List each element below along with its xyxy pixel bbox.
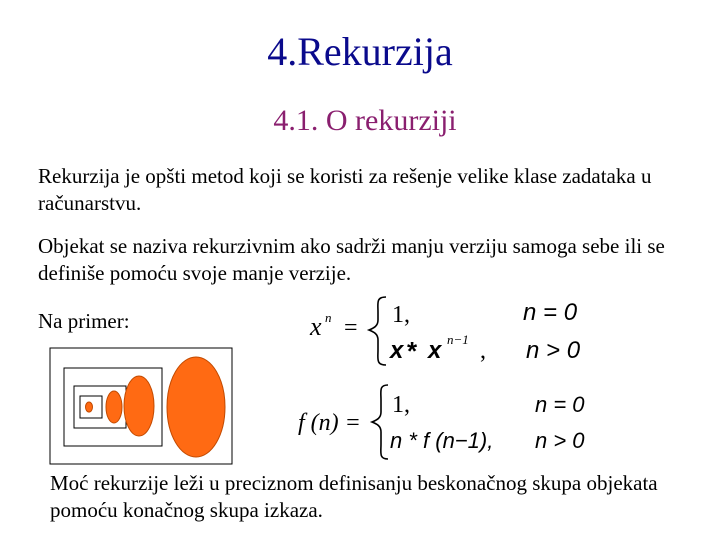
example-label: Na primer: [38, 309, 130, 333]
formula2-brace [372, 385, 388, 459]
formula1-equals: = [344, 315, 358, 341]
formula1-case2-x: x [390, 337, 404, 364]
formula1-case1-value: 1, [392, 302, 410, 328]
formula-power [309, 297, 581, 366]
slide-title: 4.Rekurzija [267, 29, 453, 74]
smallest-ellipse [86, 402, 93, 412]
formula1-case2-exp: n−1 [447, 332, 469, 347]
formula1-lhs-exp: n [325, 310, 332, 325]
recursion-power-note: Moć rekurzije leži u preciznom definisanju beskonačnog skupa objekata pomoću konačnog skupa izkaza. [50, 471, 658, 523]
medium-ellipse [124, 376, 154, 436]
formula1-case2-cond: n > 0 [526, 337, 581, 364]
formula2-case2-cond: n > 0 [535, 428, 585, 453]
formula1-lhs-base: x [310, 312, 322, 341]
formula1-case2-op: * [407, 336, 418, 366]
formula2-case1-cond: n = 0 [535, 392, 585, 417]
formula2-case1-value: 1, [392, 392, 410, 418]
small-ellipse [106, 391, 122, 423]
formula-function [298, 385, 585, 459]
paragraph-recursion-definition: Rekurzija je opšti metod koji se koristi za rešenje velike klase zadataka u računarstvu. [38, 164, 652, 216]
formula1-case2-comma: , [480, 338, 486, 364]
formula2-lhs: f (n) = [298, 410, 361, 436]
recursion-illustration [50, 348, 232, 464]
formula1-brace [369, 297, 386, 365]
formula1-case2-base: x [428, 337, 442, 364]
slide-subtitle: 4.1. O rekurziji [273, 104, 457, 137]
formula2-case2-value: n * f (n−1), [390, 428, 494, 453]
formula1-case1-cond: n = 0 [523, 299, 578, 326]
large-ellipse [167, 357, 225, 457]
paragraph-recursive-object: Objekat se naziva rekurzivnim ako sadrži manju verziju samoga sebe ili se definiše pomoću svoje manje verzije. [38, 234, 665, 286]
